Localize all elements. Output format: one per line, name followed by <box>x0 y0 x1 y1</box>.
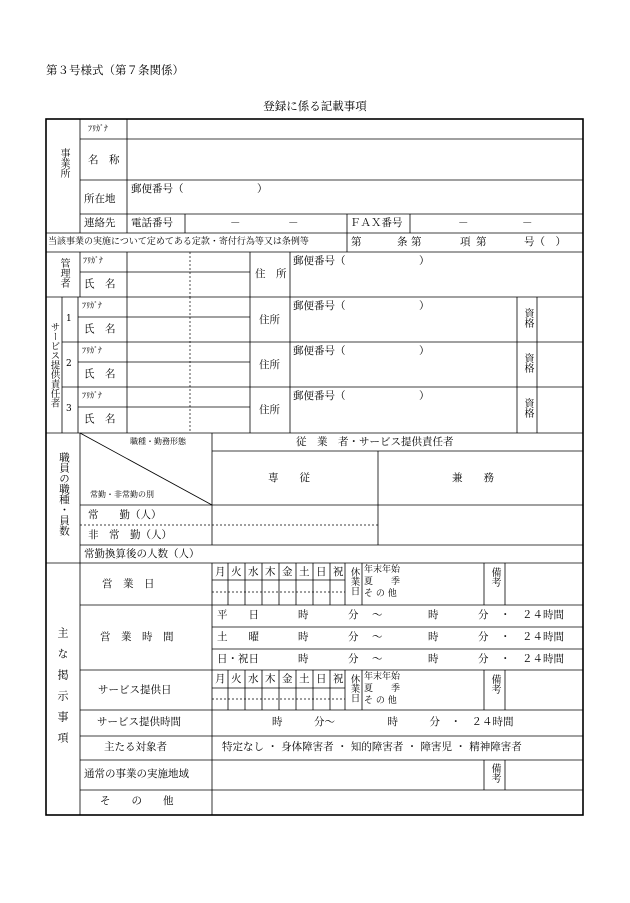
hours-row-1-minute-end: 分 <box>478 631 489 643</box>
service-manager-2-postal: 郵便番号（ ） <box>293 345 430 357</box>
rules-gou: 号（ ） <box>524 236 566 248</box>
hours-row-1-dot: ・ <box>500 631 511 643</box>
rules-article: 第 <box>351 236 362 248</box>
service-manager-1-name-label: 氏 名 <box>84 323 116 335</box>
hours-row-0-minute-start: 分 <box>348 609 359 621</box>
hours-row-2-hour-end: 時 <box>428 653 439 665</box>
staff-full-time-col: 専 従 <box>268 472 310 484</box>
hours-row-2-minute-end: 分 <box>478 653 489 665</box>
service-manager-2-qual-label: 資格 <box>522 353 533 373</box>
service-manager-1-number: 1 <box>66 314 72 324</box>
service-manager-group-label: サービス提供責任者 <box>48 322 60 408</box>
phone-dash: － <box>288 217 299 229</box>
remarks-label-2: 備考 <box>489 674 500 694</box>
target-label: 主たる対象者 <box>104 741 167 753</box>
manager-group-label: 管理者 <box>58 258 69 288</box>
service-days-weekday-3: 木 <box>265 673 276 685</box>
holiday-other-1: そ の 他 <box>364 589 397 599</box>
service-manager-2-furigana: ﾌﾘｶﾞﾅ <box>82 346 102 355</box>
hours-row-2-24h: ２４時間 <box>522 653 564 665</box>
business-hours-label: 営 業 時 間 <box>100 631 174 643</box>
staff-diag-top-label: 職種・勤務形態 <box>130 437 186 446</box>
hours-row-label-2: 日・祝日 <box>217 653 259 665</box>
service-area-label: 通常の事業の実施地域 <box>84 768 189 780</box>
hours-row-0-dot: ・ <box>500 609 511 621</box>
service-manager-3-qual-label: 資格 <box>522 398 533 418</box>
staff-concurrent-col: 兼 務 <box>452 472 494 484</box>
office-phone-label: 電話番号 <box>131 217 173 229</box>
hours-row-label-0: 平 日 <box>217 609 259 621</box>
hours-row-2-dot: ・ <box>500 653 511 665</box>
hours-row-0-hour-end: 時 <box>428 609 439 621</box>
rules-dai3: 第 <box>476 236 487 248</box>
remarks-label-1: 備考 <box>489 567 500 587</box>
service-hours-label: サービス提供時間 <box>97 716 181 728</box>
hours-row-0-tilde: ～ <box>372 609 383 621</box>
service-manager-1-postal: 郵便番号（ ） <box>293 300 430 312</box>
holiday-new-year-2: 年末年始 <box>364 672 401 682</box>
main-group-label: 主な掲示事項 <box>56 627 69 753</box>
office-furigana-label: ﾌﾘｶﾞﾅ <box>88 124 108 133</box>
form-number: 第３号様式（第７条関係） <box>46 63 184 77</box>
business-days-weekday-1: 火 <box>231 566 242 578</box>
hours-row-label-1: 土 曜 <box>217 631 259 643</box>
form-title: 登録に係る記載事項 <box>263 99 367 113</box>
target-options: 特定なし ・ 身体障害者 ・ 知的障害者 ・ 障害児 ・ 精神障害者 <box>222 741 522 753</box>
office-fax-label: ＦＡＸ番号 <box>350 217 403 229</box>
fax-dash: － <box>458 217 469 229</box>
business-days-weekday-7: 祝 <box>333 566 344 578</box>
staff-header: 従 業 者・サービス提供責任者 <box>296 436 454 448</box>
service-days-weekday-5: 土 <box>299 673 310 685</box>
business-days-weekday-5: 土 <box>299 566 310 578</box>
service-manager-2-name-label: 氏 名 <box>84 368 116 380</box>
rules-dai2: 第 <box>411 236 422 248</box>
business-days-weekday-3: 木 <box>265 566 276 578</box>
holiday-label-2: 休業日 <box>348 674 360 703</box>
holiday-summer-2: 夏 季 <box>364 684 401 694</box>
rules-jo: 条 <box>397 236 408 248</box>
hours-row-1-hour-end: 時 <box>428 631 439 643</box>
office-contact-label: 連絡先 <box>84 217 116 229</box>
hours-row-1-24h: ２４時間 <box>522 631 564 643</box>
remarks-label-3: 備考 <box>489 763 500 783</box>
manager-address-label: 住 所 <box>255 268 287 280</box>
staff-group-label: 職員の職種・員数 <box>58 452 71 536</box>
rules-label: 当該事業の実施について定めてある定款・寄付行為等又は条例等 <box>48 237 309 247</box>
office-postal-code: 郵便番号（ ） <box>131 183 268 195</box>
hours-row-1-tilde: ～ <box>372 631 383 643</box>
office-group-label: 事業所 <box>58 148 69 178</box>
hours-row-1-hour-start: 時 <box>298 631 309 643</box>
service-manager-3-furigana: ﾌﾘｶﾞﾅ <box>82 391 102 400</box>
hours-row-1-minute-start: 分 <box>348 631 359 643</box>
service-manager-2-address-label: 住所 <box>259 359 280 371</box>
service-days-label: サービス提供日 <box>98 684 172 696</box>
business-days-weekday-0: 月 <box>215 566 226 578</box>
holiday-label-1: 休業日 <box>348 567 360 596</box>
hours-row-0-24h: ２４時間 <box>522 609 564 621</box>
office-address-label: 所在地 <box>84 193 116 205</box>
manager-name-label: 氏 名 <box>84 278 116 290</box>
business-days-weekday-4: 金 <box>282 566 293 578</box>
business-days-weekday-2: 水 <box>248 566 259 578</box>
holiday-other-2: そ の 他 <box>364 696 397 706</box>
other-label: そ の 他 <box>100 795 174 807</box>
manager-postal-code: 郵便番号（ ） <box>293 255 430 267</box>
hours-row-2-hour-start: 時 <box>298 653 309 665</box>
holiday-summer-1: 夏 季 <box>364 577 401 587</box>
staff-row-full-time: 常 勤（人） <box>88 509 162 521</box>
service-manager-3-postal: 郵便番号（ ） <box>293 390 430 402</box>
service-days-weekday-4: 金 <box>282 673 293 685</box>
service-manager-3-address-label: 住所 <box>259 404 280 416</box>
service-hours-line: 時 分～ 時 分 ・ ２４時間 <box>272 716 514 728</box>
service-days-weekday-7: 祝 <box>333 673 344 685</box>
rules-kou: 項 <box>460 236 471 248</box>
phone-dash: － <box>230 217 241 229</box>
hours-row-2-minute-start: 分 <box>348 653 359 665</box>
service-manager-2-number: 2 <box>66 359 72 369</box>
holiday-new-year-1: 年末年始 <box>364 565 401 575</box>
service-manager-1-qual-label: 資格 <box>522 308 533 328</box>
hours-row-0-minute-end: 分 <box>478 609 489 621</box>
office-name-label: 名 称 <box>88 154 120 166</box>
business-days-weekday-6: 日 <box>316 566 327 578</box>
staff-diag-bottom-label: 常勤・非常勤の別 <box>90 490 154 499</box>
hours-row-0-hour-start: 時 <box>298 609 309 621</box>
service-days-weekday-1: 火 <box>231 673 242 685</box>
fax-dash: － <box>522 217 533 229</box>
manager-furigana-label: ﾌﾘｶﾞﾅ <box>83 256 103 265</box>
service-manager-3-name-label: 氏 名 <box>84 413 116 425</box>
service-manager-1-furigana: ﾌﾘｶﾞﾅ <box>82 301 102 310</box>
staff-row-part-time: 非 常 勤（人） <box>88 529 172 541</box>
service-days-weekday-0: 月 <box>215 673 226 685</box>
staff-row-converted: 常勤換算後の人数（人） <box>84 548 200 560</box>
service-manager-1-address-label: 住所 <box>259 314 280 326</box>
hours-row-2-tilde: ～ <box>372 653 383 665</box>
business-days-label: 営 業 日 <box>102 578 155 590</box>
service-days-weekday-6: 日 <box>316 673 327 685</box>
service-manager-3-number: 3 <box>66 404 72 414</box>
service-days-weekday-2: 水 <box>248 673 259 685</box>
